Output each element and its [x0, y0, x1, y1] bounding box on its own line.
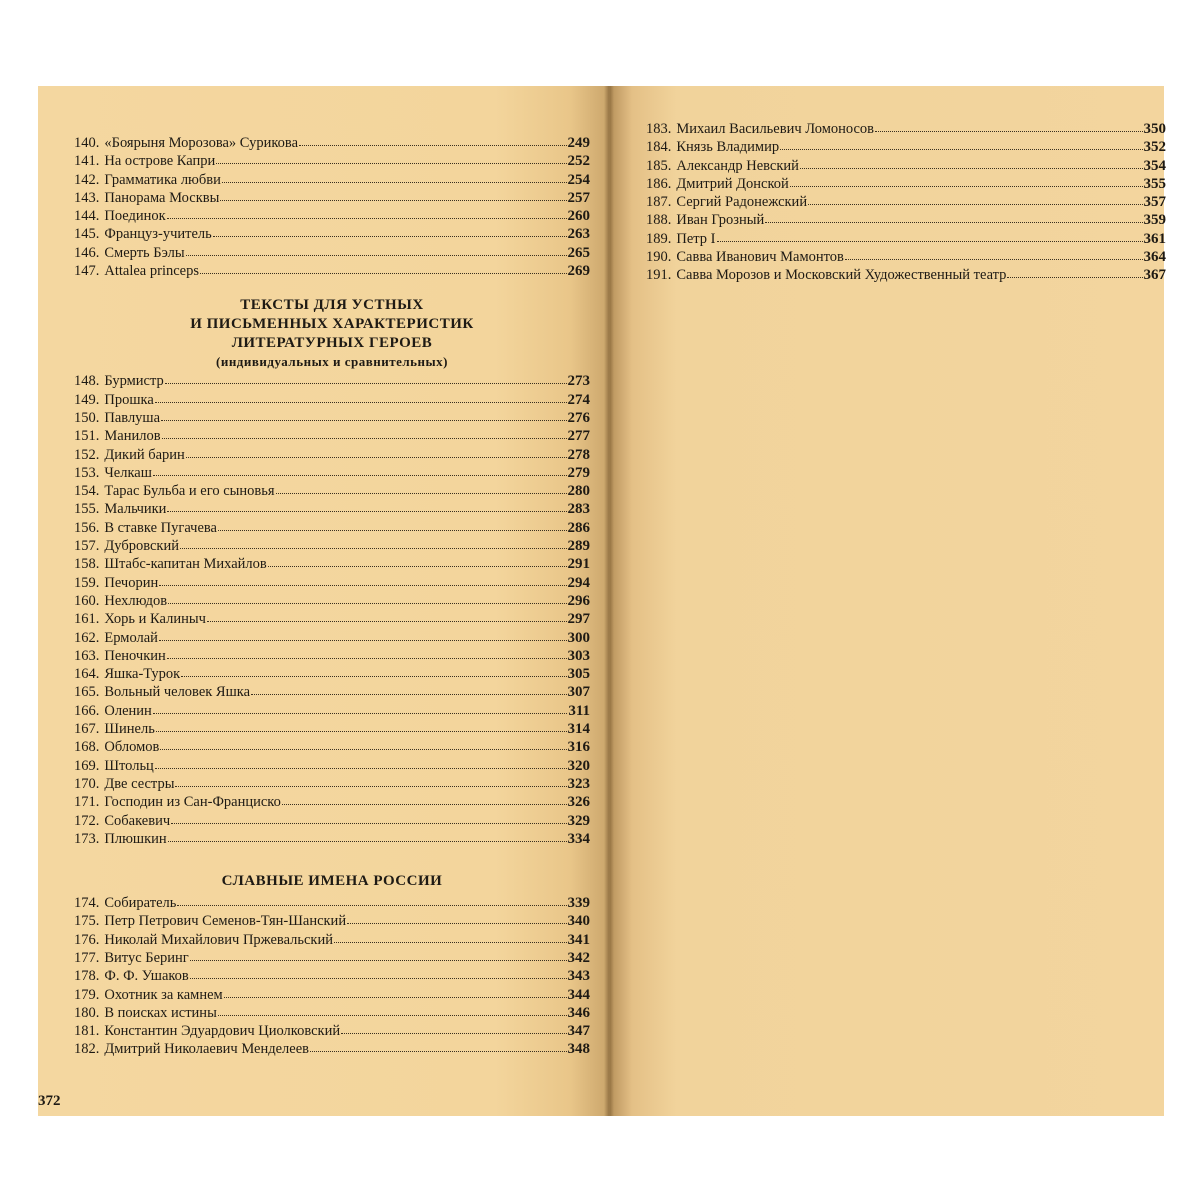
entry-number: 166. — [74, 702, 100, 719]
entry-title: Михаил Васильевич Ломоносов — [676, 121, 875, 137]
dot-leader — [180, 537, 567, 549]
toc-entry — [646, 138, 1166, 156]
dot-leader — [155, 757, 567, 769]
entry-page-number: 343 — [567, 968, 590, 985]
entry-page-number: 305 — [567, 666, 590, 683]
entry-number: 140. — [74, 135, 100, 151]
entry-page-number: 300 — [567, 629, 590, 646]
dot-leader — [207, 610, 567, 622]
dot-leader — [161, 409, 566, 421]
entry-page-number: 269 — [567, 263, 590, 280]
entry-number: 153. — [74, 464, 100, 481]
entry-number: 156. — [74, 519, 100, 536]
entry-title: Грамматика любви — [104, 171, 221, 188]
entry-page-number: 367 — [1143, 267, 1166, 284]
entry-number: 167. — [74, 721, 100, 738]
dot-leader — [347, 912, 566, 924]
entry-title: Савва Иванович Мамонтов — [676, 249, 844, 266]
dot-leader — [276, 482, 567, 494]
entry-number: 181. — [74, 1023, 100, 1040]
entry-number: 162. — [74, 629, 100, 646]
dot-leader — [310, 1040, 566, 1052]
toc-entry — [74, 409, 590, 427]
dot-leader — [162, 427, 567, 439]
entry-number: 158. — [74, 556, 100, 573]
entry-title: Собиратель — [104, 895, 177, 912]
entry-title: «Боярыня Морозова» Сурикова — [104, 135, 299, 151]
toc-entry — [74, 171, 590, 189]
dot-leader — [268, 555, 567, 567]
entry-title: В ставке Пугачева — [104, 519, 217, 536]
entry-title: Дикий барин — [104, 446, 185, 463]
dot-leader — [216, 152, 566, 164]
toc-entry — [646, 157, 1166, 175]
entry-page-number: 344 — [567, 986, 590, 1003]
dot-leader — [190, 967, 567, 979]
toc-entry — [74, 391, 590, 409]
entry-title: Оленин — [104, 702, 152, 719]
dot-leader — [181, 665, 566, 677]
toc-entry — [74, 683, 590, 701]
entry-number: 144. — [74, 208, 100, 225]
right-toc — [646, 120, 1166, 285]
entry-page-number: 359 — [1143, 212, 1166, 229]
entry-number: 172. — [74, 812, 100, 829]
entry-number: 177. — [74, 949, 100, 966]
dot-leader — [155, 391, 567, 403]
entry-page-number: 341 — [567, 931, 590, 948]
entry-number: 179. — [74, 986, 100, 1003]
entry-number: 185. — [646, 157, 672, 174]
entry-page-number: 348 — [567, 1041, 590, 1058]
dot-leader — [251, 683, 566, 695]
entry-number: 165. — [74, 684, 100, 701]
entry-page-number: 352 — [1143, 139, 1166, 156]
entry-number: 180. — [74, 1004, 100, 1021]
dot-leader — [800, 157, 1143, 169]
entry-page-number: 340 — [567, 913, 590, 930]
entry-number: 141. — [74, 153, 100, 170]
entry-page-number: 283 — [567, 501, 590, 518]
entry-page-number: 286 — [567, 519, 590, 536]
entry-number: 145. — [74, 226, 100, 243]
toc-entry — [74, 912, 590, 930]
dot-leader — [1007, 266, 1142, 278]
entry-number: 163. — [74, 647, 100, 664]
entry-number: 150. — [74, 409, 100, 426]
entry-page-number: 355 — [1143, 175, 1166, 192]
dot-leader — [765, 211, 1142, 223]
entry-number: 175. — [74, 913, 100, 930]
entry-number: 155. — [74, 501, 100, 518]
dot-leader — [186, 446, 567, 458]
entry-page-number: 273 — [567, 373, 590, 390]
toc-entry — [646, 248, 1166, 266]
right-page — [610, 86, 1164, 1116]
toc-entry — [74, 152, 590, 170]
toc-entry — [74, 665, 590, 683]
entry-page-number: 249 — [567, 135, 590, 151]
toc-entry — [74, 537, 590, 555]
entry-title: Вольный человек Яшка — [104, 684, 251, 701]
dot-leader — [213, 225, 567, 237]
entry-page-number: 303 — [567, 647, 590, 664]
entry-title: Челкаш — [104, 464, 152, 481]
entry-number: 188. — [646, 212, 672, 229]
entry-page-number: 260 — [567, 208, 590, 225]
entry-page-number: 307 — [567, 684, 590, 701]
dot-leader — [220, 189, 566, 201]
toc-entry — [74, 262, 590, 280]
dot-leader — [153, 702, 568, 714]
dot-leader — [167, 500, 566, 512]
toc-entry — [74, 812, 590, 830]
page-number: 372 — [38, 1093, 61, 1109]
entry-title: Штольц — [104, 757, 154, 774]
toc-entry — [646, 175, 1166, 193]
toc-entry — [74, 629, 590, 647]
book-gutter — [604, 86, 614, 1116]
toc-entry — [74, 830, 590, 848]
entry-number: 149. — [74, 391, 100, 408]
entry-page-number: 361 — [1143, 230, 1166, 247]
toc-entry — [74, 500, 590, 518]
entry-number: 173. — [74, 830, 100, 847]
entry-title: Охотник за камнем — [104, 986, 223, 1003]
entry-title: Иван Грозный — [676, 212, 765, 229]
entry-number: 146. — [74, 244, 100, 261]
dot-leader — [167, 207, 567, 219]
section-subheading: (индивидуальных и сравнительных) — [216, 354, 448, 370]
toc-entry — [74, 519, 590, 537]
toc-entry — [74, 592, 590, 610]
entry-number: 178. — [74, 968, 100, 985]
entry-title: На острове Капри — [104, 153, 216, 170]
dot-leader — [160, 738, 566, 750]
entry-title: Господин из Сан-Франциско — [104, 794, 281, 811]
dot-leader — [224, 986, 567, 998]
dot-leader — [222, 171, 567, 183]
entry-title: Обломов — [104, 739, 160, 756]
entry-title: Дмитрий Донской — [676, 175, 789, 192]
toc-entry — [74, 738, 590, 756]
entry-title: Шинель — [104, 721, 155, 738]
entry-page-number: 326 — [567, 794, 590, 811]
toc-entry — [74, 189, 590, 207]
entry-page-number: 347 — [567, 1023, 590, 1040]
entry-title: Яшка-Турок — [104, 666, 181, 683]
entry-page-number: 339 — [567, 895, 590, 912]
entry-number: 151. — [74, 428, 100, 445]
left-page — [38, 86, 610, 1116]
dot-leader — [808, 193, 1142, 205]
dot-leader — [168, 592, 566, 604]
dot-leader — [167, 647, 567, 659]
entry-page-number: 291 — [567, 556, 590, 573]
toc-entry — [74, 134, 590, 152]
entry-page-number: 357 — [1143, 194, 1166, 211]
toc-entry — [74, 986, 590, 1004]
entry-number: 171. — [74, 794, 100, 811]
entry-number: 190. — [646, 249, 672, 266]
toc-entry — [74, 482, 590, 500]
toc-entry — [74, 647, 590, 665]
toc-entry — [74, 244, 590, 262]
dot-leader — [845, 248, 1143, 260]
entry-page-number: 364 — [1143, 249, 1166, 266]
entry-number: 169. — [74, 757, 100, 774]
entry-title: Дмитрий Николаевич Менделеев — [104, 1041, 310, 1058]
entry-number: 176. — [74, 931, 100, 948]
entry-number: 164. — [74, 666, 100, 683]
toc-entry — [74, 574, 590, 592]
entry-title: Француз-учитель — [104, 226, 212, 243]
toc-entry — [74, 225, 590, 243]
section-heading-literary-heroes — [74, 296, 590, 370]
toc-entry — [74, 1040, 590, 1058]
entry-number: 154. — [74, 483, 100, 500]
dot-leader — [200, 262, 567, 274]
entry-number: 174. — [74, 895, 100, 912]
entry-page-number: 297 — [567, 611, 590, 628]
entry-title: Attalea princeps — [104, 263, 199, 280]
entry-number: 147. — [74, 263, 100, 280]
entry-title: Печорин — [104, 574, 159, 591]
toc-entry — [646, 230, 1166, 248]
toc-entry — [74, 555, 590, 573]
entry-title: Прошка — [104, 391, 154, 408]
toc-group-art — [74, 134, 590, 280]
entry-number: 160. — [74, 592, 100, 609]
entry-title: Петр I — [676, 230, 716, 247]
entry-page-number: 265 — [567, 244, 590, 261]
entry-page-number: 294 — [567, 574, 590, 591]
entry-page-number: 342 — [567, 949, 590, 966]
entry-title: Александр Невский — [676, 157, 799, 174]
dot-leader — [790, 175, 1143, 187]
entry-number: 183. — [646, 121, 672, 137]
toc-entry — [74, 793, 590, 811]
entry-page-number: 329 — [567, 812, 590, 829]
dot-leader — [341, 1022, 566, 1034]
entry-number: 168. — [74, 739, 100, 756]
dot-leader — [168, 830, 567, 842]
entry-page-number: 334 — [567, 830, 590, 847]
entry-title: Панорама Москвы — [104, 189, 220, 206]
toc-group-famous-names-cont — [646, 120, 1166, 285]
entry-number: 189. — [646, 230, 672, 247]
entry-page-number: 280 — [567, 483, 590, 500]
dot-leader — [156, 720, 567, 732]
dot-leader — [159, 574, 566, 586]
entry-title: Савва Морозов и Московский Художественный театр — [676, 267, 1007, 284]
toc-entry — [74, 894, 590, 912]
entry-page-number: 252 — [567, 153, 590, 170]
entry-number: 143. — [74, 189, 100, 206]
entry-number: 148. — [74, 373, 100, 390]
entry-page-number: 316 — [567, 739, 590, 756]
entry-title: Ф. Ф. Ушаков — [104, 968, 189, 985]
toc-group-famous-names — [74, 894, 590, 1059]
entry-number: 161. — [74, 611, 100, 628]
entry-title: Две сестры — [104, 775, 175, 792]
entry-page-number: 289 — [567, 538, 590, 555]
entry-number: 157. — [74, 538, 100, 555]
entry-page-number: 354 — [1143, 157, 1166, 174]
entry-title: Плюшкин — [104, 830, 167, 847]
dot-leader — [218, 1004, 567, 1016]
entry-number: 184. — [646, 139, 672, 156]
section-heading-line: ТЕКСТЫ ДЛЯ УСТНЫХ — [240, 297, 424, 314]
toc-entry — [74, 464, 590, 482]
entry-title: Сергий Радонежский — [676, 194, 808, 211]
toc-entry — [646, 193, 1166, 211]
entry-page-number: 257 — [567, 189, 590, 206]
toc-entry — [74, 931, 590, 949]
dot-leader — [780, 138, 1142, 150]
entry-number: 159. — [74, 574, 100, 591]
entry-page-number: 346 — [567, 1004, 590, 1021]
toc-entry — [74, 372, 590, 390]
entry-page-number: 254 — [567, 171, 590, 188]
dot-leader — [875, 120, 1142, 132]
entry-title: Князь Владимир — [676, 139, 780, 156]
entry-title: Павлуша — [104, 409, 161, 426]
entry-page-number: 296 — [567, 592, 590, 609]
entry-page-number: 311 — [568, 702, 590, 719]
entry-title: Мальчики — [104, 501, 167, 518]
entry-title: В поисках истины — [104, 1004, 217, 1021]
entry-title: Николай Михайлович Пржевальский — [104, 931, 333, 948]
toc-entry — [74, 720, 590, 738]
entry-title: Нехлюдов — [104, 592, 168, 609]
toc-entry — [74, 949, 590, 967]
entry-number: 187. — [646, 194, 672, 211]
entry-title: Смерть Бэлы — [104, 244, 185, 261]
toc-entry — [646, 120, 1166, 138]
entry-page-number: 314 — [567, 721, 590, 738]
entry-title: Манилов — [104, 428, 161, 445]
toc-entry — [646, 266, 1166, 284]
dot-leader — [190, 949, 567, 961]
section-heading-famous-names: СЛАВНЫЕ ИМЕНА РОССИИ — [221, 873, 443, 890]
entry-page-number: 279 — [567, 464, 590, 481]
toc-entry — [74, 702, 590, 720]
entry-number: 182. — [74, 1041, 100, 1058]
section-heading-line: ЛИТЕРАТУРНЫХ ГЕРОЕВ — [231, 335, 433, 352]
entry-title: Петр Петрович Семенов-Тян-Шанский — [104, 913, 347, 930]
entry-page-number: 274 — [567, 391, 590, 408]
toc-entry — [74, 207, 590, 225]
toc-entry — [74, 967, 590, 985]
entry-number: 142. — [74, 171, 100, 188]
toc-entry — [646, 211, 1166, 229]
dot-leader — [159, 629, 567, 641]
dot-leader — [218, 519, 567, 531]
dot-leader — [186, 244, 567, 256]
dot-leader — [299, 134, 566, 146]
entry-title: Пеночкин — [104, 647, 166, 664]
entry-title: Тарас Бульба и его сыновья — [104, 483, 275, 500]
entry-page-number: 277 — [567, 428, 590, 445]
toc-entry — [74, 757, 590, 775]
toc-group-literary-heroes — [74, 372, 590, 848]
entry-number: 186. — [646, 175, 672, 192]
dot-leader — [171, 812, 566, 824]
entry-page-number: 263 — [567, 226, 590, 243]
dot-leader — [165, 372, 567, 384]
entry-page-number: 350 — [1143, 121, 1166, 137]
entry-page-number: 320 — [567, 757, 590, 774]
entry-title: Собакевич — [104, 812, 171, 829]
entry-title: Константин Эдуардович Циолковский — [104, 1023, 341, 1040]
entry-number: 170. — [74, 775, 100, 792]
entry-title: Витус Беринг — [104, 949, 189, 966]
entry-title: Бурмистр — [104, 373, 164, 390]
dot-leader — [717, 230, 1143, 242]
dot-leader — [175, 775, 566, 787]
entry-title: Хорь и Калиныч — [104, 611, 206, 628]
entry-title: Поединок — [104, 208, 166, 225]
toc-entry — [74, 775, 590, 793]
entry-title: Ермолай — [104, 629, 158, 646]
toc-entry — [74, 427, 590, 445]
entry-page-number: 278 — [567, 446, 590, 463]
left-toc — [74, 134, 590, 1059]
dot-leader — [334, 931, 567, 943]
toc-entry — [74, 610, 590, 628]
dot-leader — [177, 894, 566, 906]
toc-entry — [74, 1022, 590, 1040]
book-spread — [38, 86, 1164, 1116]
entry-number: 191. — [646, 267, 672, 284]
entry-page-number: 276 — [567, 409, 590, 426]
section-heading-line: И ПИСЬМЕННЫХ ХАРАКТЕРИСТИК — [190, 316, 474, 333]
entry-title: Дубровский — [104, 538, 179, 555]
entry-number: 152. — [74, 446, 100, 463]
entry-page-number: 323 — [567, 775, 590, 792]
dot-leader — [282, 793, 567, 805]
dot-leader — [153, 464, 567, 476]
toc-entry — [74, 446, 590, 464]
entry-title: Штабс-капитан Михайлов — [104, 556, 267, 573]
toc-entry — [74, 1004, 590, 1022]
